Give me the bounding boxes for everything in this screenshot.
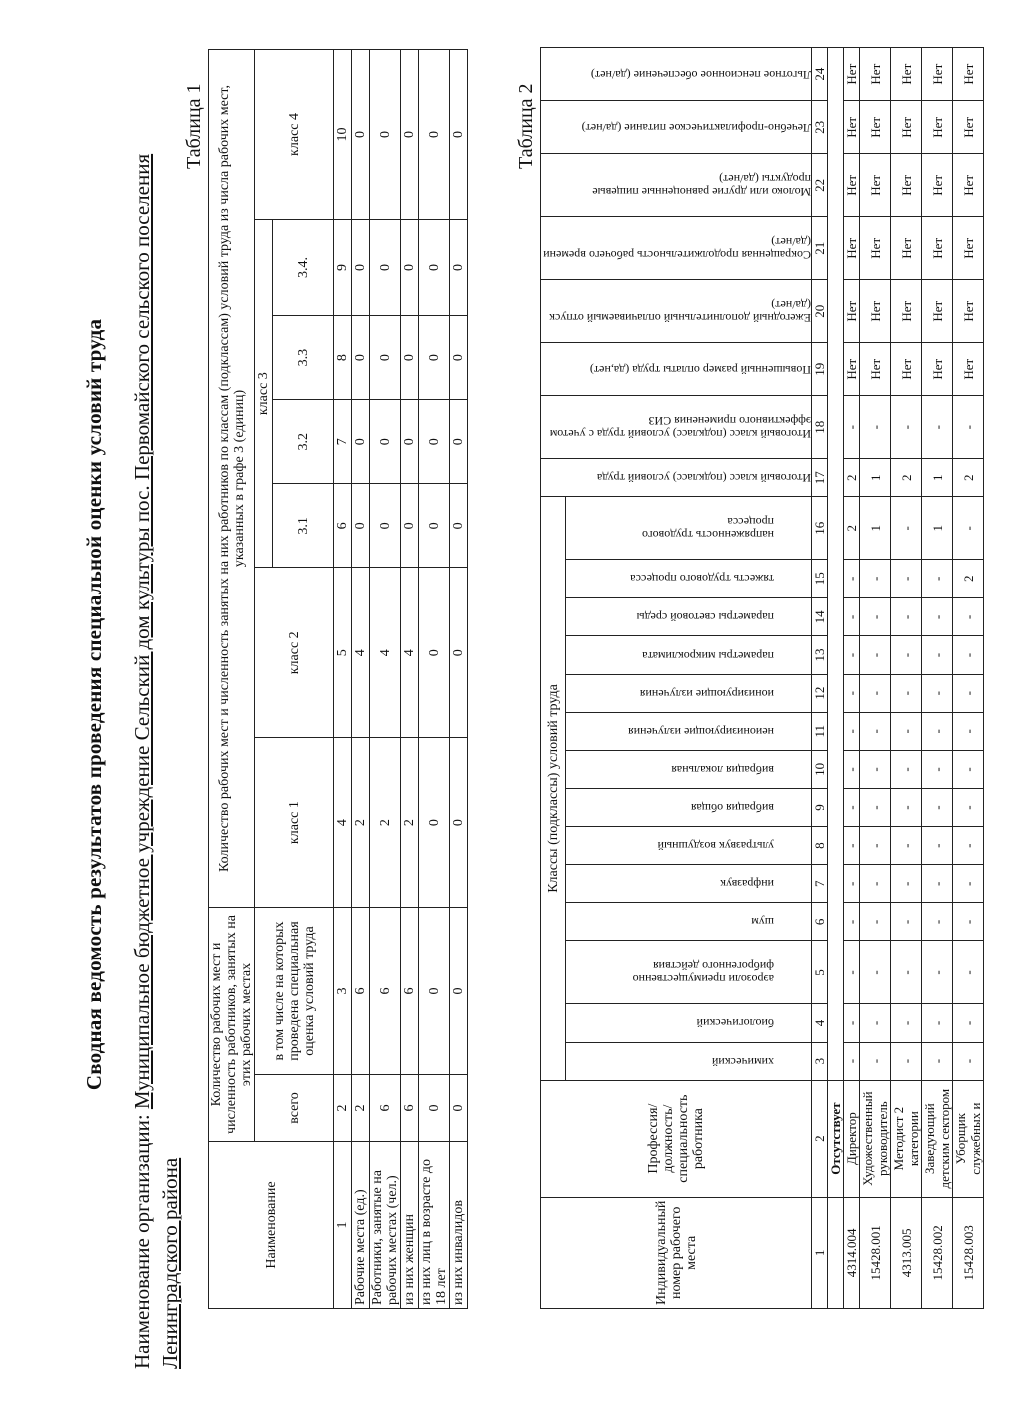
t2-cell: - xyxy=(891,560,922,598)
t2-cell: Нет xyxy=(844,101,860,154)
t1-cell: 0 xyxy=(419,738,450,908)
t1-head-c34: 3.4. xyxy=(273,219,334,315)
t2-cell: Нет xyxy=(922,48,953,101)
t2-colnum: 16 xyxy=(812,497,828,560)
t2-cell: - xyxy=(891,941,922,1004)
t1-head-total: всего xyxy=(255,1075,334,1142)
t2-cell: - xyxy=(922,560,953,598)
t2-head-factor-label: параметры микроклимата xyxy=(641,648,774,663)
t2-colnum: 13 xyxy=(812,636,828,674)
t2-row xyxy=(953,48,984,1309)
t1-cell: 0 xyxy=(401,50,419,220)
t2-cell: - xyxy=(860,750,891,788)
t2-head-extra-label: Ежегодный дополнительный оплачиваемый отпуск (да/нет) xyxy=(549,298,811,326)
t1-head-c32: 3.2 xyxy=(273,400,334,484)
t2-head-extra-label: Повышенный размер оплаты труда (да,нет) xyxy=(589,362,811,377)
t2-cell: Нет xyxy=(922,101,953,154)
t2-cell: Нет xyxy=(953,101,984,154)
t2-cell: 1 xyxy=(922,497,953,560)
t2-head-extra xyxy=(541,280,812,343)
t2-cell: 2 xyxy=(953,560,984,598)
t2-cell: - xyxy=(891,497,922,560)
t2-cell: Нет xyxy=(860,154,891,217)
t2-row-id: 15428.001 xyxy=(860,1197,891,1308)
t2-head-factor-label: вибрация общая xyxy=(690,801,774,816)
t2-head-id: Индивидуальный номер рабочего места xyxy=(541,1197,812,1308)
t2-cell: - xyxy=(922,396,953,459)
t1-colnum: 10 xyxy=(334,50,352,220)
t1-cell: 0 xyxy=(352,484,370,568)
t2-cell: - xyxy=(922,712,953,750)
t2-cell: - xyxy=(860,712,891,750)
t2-colnum: 21 xyxy=(812,217,828,280)
t2-head-extra xyxy=(541,343,812,396)
t2-cell: - xyxy=(891,598,922,636)
t2-cell: - xyxy=(844,903,860,941)
t2-head-factor xyxy=(566,1004,812,1042)
t2-head-factor-label: химический xyxy=(711,1054,774,1069)
t2-row-id: 15428.003 xyxy=(953,1197,984,1308)
t2-cell: - xyxy=(891,827,922,865)
t1-row xyxy=(370,50,401,1309)
t2-cell: - xyxy=(953,396,984,459)
t2-row xyxy=(922,48,953,1309)
t2-cell: Нет xyxy=(922,154,953,217)
t2-cell: - xyxy=(953,636,984,674)
t2-cell: - xyxy=(860,560,891,598)
t2-cell: - xyxy=(860,941,891,1004)
t2-cell: - xyxy=(922,903,953,941)
t2-cell: - xyxy=(891,865,922,903)
t2-cell: Нет xyxy=(922,280,953,343)
t2-cell: - xyxy=(953,827,984,865)
t2-colnum: 24 xyxy=(812,48,828,101)
t2-head-factor xyxy=(566,788,812,826)
t1-cell: 2 xyxy=(352,738,370,908)
t1-cell: 6 xyxy=(370,1075,401,1142)
t2-cell: - xyxy=(922,1004,953,1042)
t2-head-extra-label: Итоговый класс (подкласс) условий труда xyxy=(596,471,811,486)
t1-cell: 2 xyxy=(401,738,419,908)
t2-cell: Нет xyxy=(844,343,860,396)
t1-head-class2: класс 2 xyxy=(255,568,334,738)
organization-line xyxy=(128,29,184,1369)
t1-colnum: 3 xyxy=(334,908,352,1075)
document-title: Сводная ведомость результатов проведения специальной оценки условий труда xyxy=(82,318,106,1091)
t1-row-label: Рабочие места (ед.) xyxy=(352,1142,370,1309)
t2-head-extra-label: Сокращенная продолжительность рабочего времени (да/нет) xyxy=(543,235,811,263)
t2-row-profession: Методист 2 категории xyxy=(891,1080,922,1197)
t2-colnum: 1 xyxy=(812,1197,828,1308)
t1-colnum: 7 xyxy=(334,400,352,484)
t1-head-classes: Количество рабочих мест и численность занятых на них работников по классам (подклассам) условий труда из числа рабочих мест, указанных в графе 3 (единиц) xyxy=(209,50,255,908)
t2-head-factor xyxy=(566,636,812,674)
t2-head-factor xyxy=(566,497,812,560)
t2-cell: - xyxy=(891,396,922,459)
t2-cell: Нет xyxy=(860,101,891,154)
t2-cell: - xyxy=(860,636,891,674)
t2-cell: 2 xyxy=(953,459,984,497)
t2-colnum: 17 xyxy=(812,459,828,497)
t1-head-c33: 3.3 xyxy=(273,316,334,400)
t2-colnum: 15 xyxy=(812,560,828,598)
t2-row xyxy=(891,48,922,1309)
t2-cell: Нет xyxy=(891,48,922,101)
t2-colnum: 3 xyxy=(812,1042,828,1080)
t2-cell: - xyxy=(891,788,922,826)
t2-cell: - xyxy=(860,598,891,636)
t2-cell: - xyxy=(860,788,891,826)
t2-head-extra-label: Льготное пенсионное обеспечение (да/нет) xyxy=(590,67,811,82)
t1-colnum: 9 xyxy=(334,219,352,315)
t2-head-factor-label: инфразвук xyxy=(719,877,774,892)
t1-cell: 0 xyxy=(419,316,450,400)
t2-head-factor-label: вибрация локальная xyxy=(670,762,774,777)
t2-cell: - xyxy=(953,598,984,636)
t2-head-factor-label: ионизирующие излучения xyxy=(639,686,774,701)
t1-cell: 0 xyxy=(352,50,370,220)
t2-cell: Нет xyxy=(844,217,860,280)
t2-head-factor-label: тяжесть трудового процесса xyxy=(629,572,774,587)
t2-cell: - xyxy=(860,903,891,941)
t2-head-factor-label: параметры световой среды xyxy=(636,610,774,625)
t2-head-factor-label: шум xyxy=(750,915,774,930)
t2-head-extra-label: Молоко или другие равноценные пищевые продукты (да/нет) xyxy=(592,172,811,200)
t1-cell: 0 xyxy=(370,400,401,484)
t2-colnum: 14 xyxy=(812,598,828,636)
t2-cell: - xyxy=(844,598,860,636)
t2-cell: - xyxy=(844,827,860,865)
t2-cell: - xyxy=(922,674,953,712)
t1-cell: 0 xyxy=(352,400,370,484)
t1-cell: 6 xyxy=(401,1075,419,1142)
t2-row-profession: Заведующий детским сектором xyxy=(922,1080,953,1197)
t2-section-label: Отсутствует xyxy=(828,1080,844,1197)
t1-cell: 0 xyxy=(352,219,370,315)
t1-cell: 0 xyxy=(450,1075,468,1142)
summary-table-1 xyxy=(208,49,468,1309)
t2-head-factor xyxy=(566,712,812,750)
t2-cell: Нет xyxy=(922,217,953,280)
t1-cell: 6 xyxy=(401,908,419,1075)
t2-colnum: 10 xyxy=(812,750,828,788)
t2-cell: Нет xyxy=(891,101,922,154)
t2-cell: - xyxy=(953,497,984,560)
t2-head-extra xyxy=(541,217,812,280)
t2-cell: - xyxy=(953,750,984,788)
t2-cell: - xyxy=(844,560,860,598)
t1-head-name: Наименование xyxy=(209,1142,334,1309)
t2-colnum-row xyxy=(812,48,828,1309)
t2-head-factor-label: биологический xyxy=(696,1016,774,1031)
t1-cell: 4 xyxy=(370,568,401,738)
t2-cell: - xyxy=(953,674,984,712)
t1-row xyxy=(450,50,468,1309)
t2-head-classes-group: Классы (подклассы) условий труда xyxy=(541,497,566,1080)
t2-cell: - xyxy=(844,865,860,903)
t2-cell: - xyxy=(922,865,953,903)
t1-colnum: 5 xyxy=(334,568,352,738)
t2-cell: Нет xyxy=(860,48,891,101)
t1-cell: 0 xyxy=(450,400,468,484)
t2-cell: 1 xyxy=(860,497,891,560)
t2-colnum: 18 xyxy=(812,396,828,459)
t2-head-factor xyxy=(566,560,812,598)
t2-head-extra xyxy=(541,459,812,497)
t1-cell: 0 xyxy=(419,50,450,220)
t2-cell: Нет xyxy=(860,217,891,280)
t1-head-class4: класс 4 xyxy=(255,50,334,220)
t1-head-class1: класс 1 xyxy=(255,738,334,908)
t2-row xyxy=(844,48,860,1309)
t1-row xyxy=(419,50,450,1309)
t1-cell: 0 xyxy=(450,908,468,1075)
t2-cell: - xyxy=(860,396,891,459)
t2-cell: Нет xyxy=(891,217,922,280)
t2-cell: Нет xyxy=(953,343,984,396)
t2-row xyxy=(860,48,891,1309)
t2-head-extra xyxy=(541,396,812,459)
t2-colnum: 8 xyxy=(812,827,828,865)
t2-cell: Нет xyxy=(844,154,860,217)
t1-colnum-row xyxy=(334,50,352,1309)
t2-cell: - xyxy=(922,1042,953,1080)
t2-colnum: 22 xyxy=(812,154,828,217)
t1-cell: 0 xyxy=(419,400,450,484)
t1-cell: 0 xyxy=(370,219,401,315)
t2-cell: Нет xyxy=(844,280,860,343)
t2-cell: 2 xyxy=(844,497,860,560)
t2-section-row xyxy=(828,48,844,1309)
t1-cell: 0 xyxy=(370,484,401,568)
t2-head-profession: Профессия/ должность/ специальность работника xyxy=(541,1080,812,1197)
t1-colnum: 6 xyxy=(334,484,352,568)
t1-colnum: 1 xyxy=(334,1142,352,1309)
t2-cell: - xyxy=(891,1042,922,1080)
t2-head-factor xyxy=(566,827,812,865)
t2-cell: - xyxy=(844,941,860,1004)
t1-cell: 0 xyxy=(401,484,419,568)
t2-cell: - xyxy=(844,396,860,459)
t2-cell: - xyxy=(891,636,922,674)
t2-colnum: 23 xyxy=(812,101,828,154)
t1-cell: 0 xyxy=(450,568,468,738)
t1-cell: 0 xyxy=(450,219,468,315)
t1-cell: 0 xyxy=(352,316,370,400)
t2-cell: - xyxy=(844,636,860,674)
t2-cell: Нет xyxy=(891,280,922,343)
t2-cell: - xyxy=(891,750,922,788)
t1-cell: 4 xyxy=(401,568,419,738)
t2-head-extra xyxy=(541,101,812,154)
t1-row xyxy=(352,50,370,1309)
t2-cell: - xyxy=(891,903,922,941)
t2-colnum: 9 xyxy=(812,788,828,826)
t2-head-extra xyxy=(541,154,812,217)
table1-caption: Таблица 1 xyxy=(183,83,205,169)
t1-cell: 0 xyxy=(419,908,450,1075)
t1-head-assessed: в том числе на которых проведена специальная оценка условий труда xyxy=(255,908,334,1075)
t2-cell: - xyxy=(922,788,953,826)
t1-head-places: Количество рабочих мест и численность работников, занятых на этих рабочих местах xyxy=(209,908,255,1142)
t1-cell: 0 xyxy=(419,1075,450,1142)
t2-head-factor xyxy=(566,598,812,636)
t2-cell: Нет xyxy=(891,154,922,217)
t2-head-factor xyxy=(566,1042,812,1080)
t1-head-c31: 3.1 xyxy=(273,484,334,568)
t2-colnum: 6 xyxy=(812,903,828,941)
t2-head-factor xyxy=(566,750,812,788)
t2-cell: Нет xyxy=(860,280,891,343)
t2-cell: - xyxy=(953,865,984,903)
t1-cell: 0 xyxy=(450,738,468,908)
t2-row-id: 15428.002 xyxy=(922,1197,953,1308)
t1-cell: 6 xyxy=(352,908,370,1075)
t2-cell: Нет xyxy=(891,343,922,396)
t2-colnum: 4 xyxy=(812,1004,828,1042)
t2-cell: - xyxy=(891,712,922,750)
t2-cell: - xyxy=(922,827,953,865)
t2-row-profession: Уборщик служебных и xyxy=(953,1080,984,1197)
summary-table-2 xyxy=(540,47,984,1309)
t2-head-factor-label: ультразвук воздушный xyxy=(657,839,774,854)
t2-head-factor xyxy=(566,674,812,712)
t1-cell: 2 xyxy=(352,1075,370,1142)
t1-row xyxy=(401,50,419,1309)
t2-head-extra-label: Лечебно-профилактическое питание (да/нет) xyxy=(581,120,811,135)
t2-head-factor xyxy=(566,903,812,941)
t2-colnum: 20 xyxy=(812,280,828,343)
t2-cell: - xyxy=(844,1042,860,1080)
organization-name: Муниципальное бюджетное учреждение Сельский дом культуры пос. Первомайского сельского поселения Ленинградского района xyxy=(130,153,182,1369)
table2-caption: Таблица 2 xyxy=(515,83,537,169)
t2-cell: - xyxy=(860,1042,891,1080)
t1-cell: 0 xyxy=(419,484,450,568)
t2-cell: - xyxy=(860,674,891,712)
t2-head-extra xyxy=(541,48,812,101)
t1-cell: 0 xyxy=(401,316,419,400)
t1-row-label: Работники, занятые на рабочих местах (чел.) xyxy=(370,1142,401,1309)
t2-colnum: 5 xyxy=(812,941,828,1004)
t2-cell: - xyxy=(953,1042,984,1080)
t2-cell: - xyxy=(844,1004,860,1042)
t1-cell: 2 xyxy=(370,738,401,908)
t2-cell: - xyxy=(860,1004,891,1042)
t2-cell: - xyxy=(922,636,953,674)
t2-head-factor xyxy=(566,865,812,903)
t1-cell: 0 xyxy=(450,50,468,220)
t2-cell: - xyxy=(860,827,891,865)
t2-cell: - xyxy=(953,788,984,826)
t2-row-id: 4313.005 xyxy=(891,1197,922,1308)
t1-cell: 0 xyxy=(450,484,468,568)
t2-colnum: 7 xyxy=(812,865,828,903)
t2-cell: Нет xyxy=(860,343,891,396)
t2-cell: 2 xyxy=(891,459,922,497)
t2-cell: - xyxy=(953,1004,984,1042)
t1-row-label: из них женщин xyxy=(401,1142,419,1309)
t1-cell: 4 xyxy=(352,568,370,738)
t2-head-factor-label: аэрозоли преимущественно фиброгенного действия xyxy=(632,959,774,987)
t2-cell: - xyxy=(891,1004,922,1042)
t2-cell: Нет xyxy=(844,48,860,101)
t2-cell: - xyxy=(922,598,953,636)
t1-colnum: 8 xyxy=(334,316,352,400)
t1-cell: 0 xyxy=(401,400,419,484)
t2-head-extra-label: Итоговый класс (подкласс) условий труда с учетом эффективного применения СИЗ xyxy=(549,414,811,442)
t1-colnum: 4 xyxy=(334,738,352,908)
t1-cell: 0 xyxy=(370,50,401,220)
t2-head-factor xyxy=(566,941,812,1004)
t2-cell: Нет xyxy=(922,343,953,396)
t2-colnum: 19 xyxy=(812,343,828,396)
t2-row-profession: Директор xyxy=(844,1080,860,1197)
t2-cell: - xyxy=(844,674,860,712)
t1-cell: 6 xyxy=(370,908,401,1075)
t2-cell: Нет xyxy=(953,48,984,101)
organization-prefix: Наименование организации: xyxy=(130,1114,154,1369)
t2-cell: - xyxy=(953,712,984,750)
t2-colnum: 12 xyxy=(812,674,828,712)
t2-cell: - xyxy=(844,750,860,788)
t2-cell: Нет xyxy=(953,217,984,280)
t1-row-label: из них инвалидов xyxy=(450,1142,468,1309)
t2-cell: Нет xyxy=(953,280,984,343)
t2-cell: - xyxy=(860,865,891,903)
t2-cell: - xyxy=(922,750,953,788)
t2-cell: - xyxy=(922,941,953,1004)
t1-cell: 0 xyxy=(419,568,450,738)
t2-cell: - xyxy=(844,788,860,826)
t2-cell: 2 xyxy=(844,459,860,497)
t2-cell: - xyxy=(953,941,984,1004)
t1-cell: 0 xyxy=(450,316,468,400)
t1-cell: 0 xyxy=(401,219,419,315)
t2-head-factor-label: неионизирующие излучения xyxy=(627,724,774,739)
t2-row-profession: Художественный руководитель xyxy=(860,1080,891,1197)
t1-cell: 0 xyxy=(419,219,450,315)
t1-colnum: 2 xyxy=(334,1075,352,1142)
t1-row-label: из них лиц в возрасте до 18 лет xyxy=(419,1142,450,1309)
t1-head-class3: класс 3 xyxy=(255,219,273,567)
t2-cell: - xyxy=(844,712,860,750)
t2-colnum: 11 xyxy=(812,712,828,750)
t2-cell: - xyxy=(891,674,922,712)
t2-cell: Нет xyxy=(953,154,984,217)
t1-cell: 0 xyxy=(370,316,401,400)
t2-cell: 1 xyxy=(922,459,953,497)
t2-colnum: 2 xyxy=(812,1080,828,1197)
t2-cell: - xyxy=(953,903,984,941)
t2-row-id: 4314.004 xyxy=(844,1197,860,1308)
t2-head-factor-label: напряженность трудового процесса xyxy=(641,515,774,543)
t2-cell: 1 xyxy=(860,459,891,497)
